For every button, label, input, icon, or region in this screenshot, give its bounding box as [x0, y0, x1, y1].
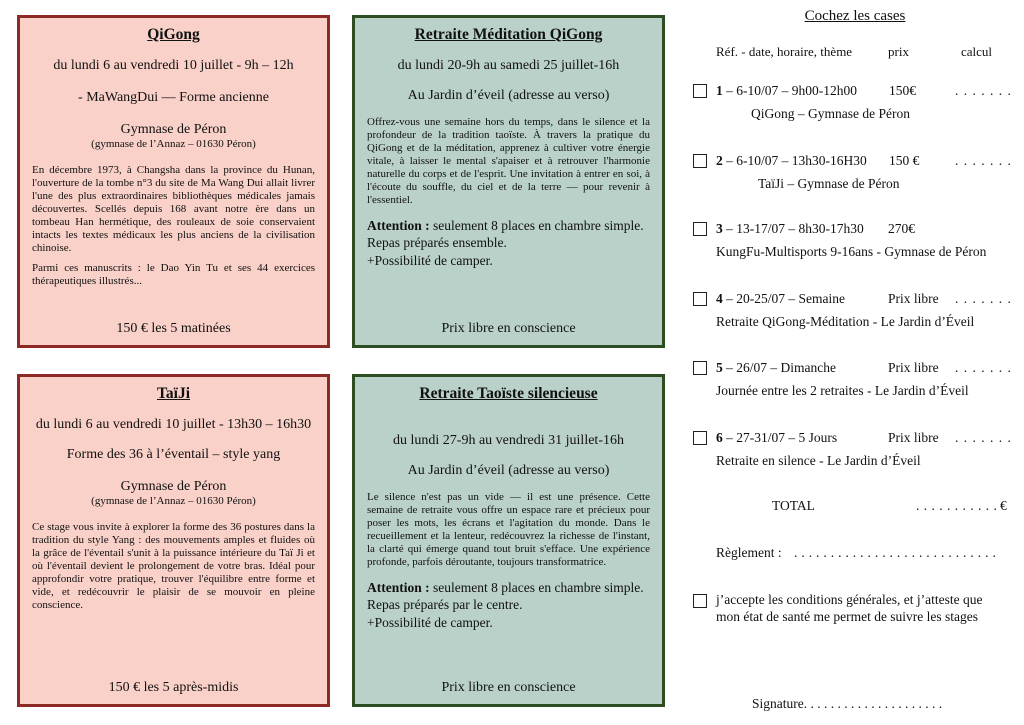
item-3-number: 3 [716, 221, 723, 236]
payment-field[interactable]: . . . . . . . . . . . . . . . . . . . . . . . . . . . . [794, 545, 997, 560]
accept-text-line2: mon état de santé me permet de suivre les stages [716, 609, 979, 624]
item-1-checkbox[interactable] [693, 84, 707, 98]
card-title: TaïJi [156, 385, 191, 402]
header-price: prix [888, 44, 909, 59]
attention-label: Attention : [367, 579, 430, 595]
card-subtitle: Forme des 36 à l’éventail – style yang [66, 447, 281, 462]
item-2-calc-dots: . . . . . . . [955, 153, 1012, 168]
item-5-calc-dots: . . . . . . . [955, 360, 1012, 375]
payment-label: Règlement : [716, 545, 782, 560]
item-3-description: KungFu-Multisports 9-16ans - Gymnase de Péron [716, 244, 987, 259]
form-title: Cochez les cases [804, 8, 906, 24]
attention-text: seulement 8 places en chambre simple. [429, 579, 644, 595]
item-5-line: – 26/07 – Dimanche [722, 360, 836, 375]
card-description-2: Parmi ces manuscrits : le Dao Yin Tu et ses 44 exercices thérapeutiques illustrés... [32, 261, 315, 287]
card-qigong [17, 15, 330, 348]
total-currency: € [1000, 498, 1007, 513]
item-4-price: Prix libre [888, 291, 939, 306]
item-1-line: – 6-10/07 – 9h00-12h00 [722, 83, 857, 98]
item-2-price: 150 € [889, 153, 920, 168]
accept-text-line1: j’accepte les conditions générales, et j’atteste que [716, 592, 983, 607]
card-price: Prix libre en conscience [441, 321, 576, 336]
card-description: Offrez-vous une semaine hors du temps, dans le silence et la profondeur de la tradition taoïste. À travers la pratique du QiGong et de la méditation, apprenez à cultiver votre énergie vitale, à laisser le mental s'apaiser et à retrouver l'harmonie naturelle du corps et de l'esprit. Une invitation à entrer en soi, à l'écoute du souffle, du ciel et de la terre — pour revenir à l'essentiel. [367, 116, 650, 206]
item-3-price: 270€ [888, 221, 915, 236]
header-calc: calcul [961, 44, 993, 59]
card-title: Retraite Taoïste silencieuse [419, 385, 598, 402]
item-4-checkbox[interactable] [693, 292, 707, 306]
attention-text: seulement 8 places en chambre simple. [429, 217, 644, 233]
item-1-price: 150€ [889, 83, 916, 98]
card-dates: du lundi 6 au vendredi 10 juillet - 9h – 12h [53, 58, 294, 73]
item-4-line: – 20-25/07 – Semaine [722, 291, 845, 306]
item-2-line: – 6-10/07 – 13h30-16H30 [722, 153, 867, 168]
signature-label: Signature [752, 696, 804, 711]
card-description: Le silence n'est pas un vide — il est une présence. Cette semaine de retraite vous offre un espace rare et précieux pour poser les mots, les écrans et l'agitation du monde. Dans le recueillement et la lenteur, redécouvrez la richesse de l'instant, la clarté qui émerge quand tout bruit s'efface. Une expérience profonde, parfois déroutante, toujours transformatrice. [367, 491, 650, 568]
card-price: Prix libre en conscience [441, 680, 576, 695]
item-4-description: Retraite QiGong-Méditation - Le Jardin d’Éveil [716, 314, 975, 329]
item-1-number: 1 [716, 83, 723, 98]
card-title: Retraite Méditation QiGong [414, 26, 603, 43]
card-attention [367, 217, 650, 270]
card-retraite-meditation [352, 15, 665, 348]
meals-info: Repas préparés par le centre. [367, 597, 523, 613]
card-place: Au Jardin d’éveil (adresse au verso) [407, 88, 610, 103]
item-4-calc-dots: . . . . . . . [955, 291, 1012, 306]
item-4-number: 4 [716, 291, 723, 306]
item-3-checkbox[interactable] [693, 222, 707, 236]
card-price: 150 € les 5 après-midis [108, 680, 239, 695]
form-item-4 [690, 290, 1020, 329]
camping-info: +Possibilité de camper. [367, 252, 493, 268]
card-place-detail: (gymnase de l’Annaz – 01630 Péron) [91, 138, 256, 150]
form-item-5 [690, 359, 1020, 398]
item-6-number: 6 [716, 430, 723, 445]
card-title: QiGong [147, 26, 200, 43]
item-6-price: Prix libre [888, 430, 939, 445]
item-5-checkbox[interactable] [693, 361, 707, 375]
accept-conditions-checkbox[interactable] [693, 594, 707, 608]
card-price: 150 € les 5 matinées [116, 321, 231, 336]
attention-label: Attention : [367, 217, 430, 233]
card-place: Au Jardin d’éveil (adresse au verso) [407, 463, 610, 478]
card-place: Gymnase de Péron [120, 479, 227, 494]
card-dates: du lundi 27-9h au vendredi 31 juillet-16h [393, 433, 624, 448]
form-item-1 [690, 82, 1020, 121]
item-6-description: Retraite en silence - Le Jardin d’Éveil [716, 453, 921, 468]
item-6-checkbox[interactable] [693, 431, 707, 445]
total-field[interactable]: . . . . . . . . . . . [916, 498, 998, 513]
item-2-checkbox[interactable] [693, 154, 707, 168]
item-6-line: – 27-31/07 – 5 Jours [722, 430, 838, 445]
card-taiji [17, 374, 330, 707]
card-retraite-taoiste [352, 374, 665, 707]
form-item-2 [690, 152, 1020, 191]
signature-field[interactable]: . . . . . . . . . . . . . . . . . . . . . [803, 696, 943, 711]
card-dates: du lundi 20-9h au samedi 25 juillet-16h [397, 58, 620, 73]
header-ref: Réf. - date, horaire, thème [716, 44, 853, 59]
item-1-description: QiGong – Gymnase de Péron [751, 106, 910, 121]
item-5-price: Prix libre [888, 360, 939, 375]
item-3-line: – 13-17/07 – 8h30-17h30 [722, 221, 864, 236]
registration-form [690, 8, 1020, 720]
card-place-detail: (gymnase de l’Annaz – 01630 Péron) [91, 495, 256, 507]
form-item-6 [690, 429, 1020, 468]
item-6-calc-dots: . . . . . . . [955, 430, 1012, 445]
card-place: Gymnase de Péron [120, 122, 227, 137]
meals-info: Repas préparés ensemble. [367, 235, 507, 251]
card-attention [367, 579, 650, 632]
item-5-number: 5 [716, 360, 723, 375]
item-5-description: Journée entre les 2 retraites - Le Jardin d’Éveil [716, 383, 969, 398]
card-subtitle: - MaWangDui — Forme ancienne [78, 90, 269, 105]
item-2-number: 2 [716, 153, 723, 168]
card-dates: du lundi 6 au vendredi 10 juillet - 13h30 – 16h30 [35, 417, 312, 432]
card-description: Ce stage vous invite à explorer la forme des 36 postures dans la tradition du style Yang : des mouvements amples et fluides où la grâce de l'éventail s'unit à la puissance intérieure du Taï Ji et où l'éventail devient le prolongement de votre bras. Idéal pour approfondir votre pratique, trouver l'équilibre entre forme et vide, et redécouvrir le plaisir de se mouvoir en pleine conscience. [32, 521, 315, 611]
item-2-description: TaïJi – Gymnase de Péron [758, 176, 900, 191]
item-1-calc-dots: . . . . . . . [955, 83, 1012, 98]
form-item-3 [690, 220, 1020, 259]
total-label: TOTAL [772, 498, 815, 513]
card-description: En décembre 1973, à Changsha dans la province du Hunan, l'ouverture de la tombe n°3 du site de Ma Wang Dui allait livrer l'une des plus extraordinaires bibliothèques médicales jamais découvertes. Scellés depuis 168 avant notre ère dans un tombeau Han hermétique, des rouleaux de soie conservaient intacts les textes médicaux les plus anciens de la civilisation chinoise. [32, 164, 315, 254]
camping-info: +Possibilité de camper. [367, 614, 493, 630]
